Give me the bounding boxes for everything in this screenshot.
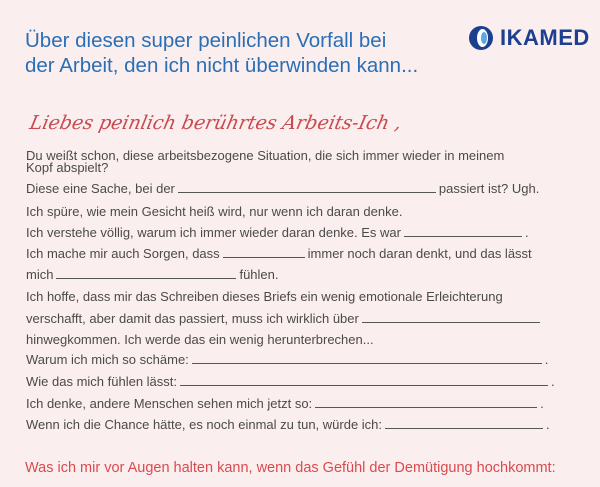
text-line: verschafft, aber damit das passiert, muss ich wirklich über [26, 311, 543, 327]
blank-field[interactable] [178, 181, 436, 193]
text-line: Wenn ich die Chance hätte, es noch einmal zu tun, würde ich: . [26, 417, 550, 432]
blank-field[interactable] [404, 225, 522, 237]
title-line-2: der Arbeit, den ich nicht überwinden kann... [25, 54, 419, 77]
ikamed-logo [467, 25, 590, 51]
text-line: Ich mache mir auch Sorgen, dass immer noch daran denkt, und das lässt [26, 246, 532, 261]
footer-prompt: Was ich mir vor Augen halten kann, wenn das Gefühl der Demütigung hochkommt: [25, 460, 556, 476]
text-line: Du weißt schon, diese arbeitsbezogene Situation, die sich immer wieder in meinem [26, 148, 505, 163]
text-line: Ich spüre, wie mein Gesicht heiß wird, nur wenn ich daran denke. [26, 204, 403, 219]
text-line: Warum ich mich so schäme: . [26, 352, 549, 367]
text-line: Wie das mich fühlen lässt: . [26, 374, 555, 389]
blank-field[interactable] [385, 417, 543, 429]
blank-field[interactable] [192, 352, 542, 364]
blank-field[interactable] [223, 246, 305, 258]
text-line: Kopf abspielt? [26, 160, 109, 175]
text-line: mich fühlen. [26, 267, 279, 282]
text-line: Ich hoffe, dass mir das Schreiben dieses Briefs ein wenig emotionale Erleichterung [26, 289, 503, 304]
text-line: Ich denke, andere Menschen sehen mich jetzt so: . [26, 396, 544, 411]
blank-field[interactable] [362, 311, 540, 323]
text-line: Ich verstehe völlig, warum ich immer wieder daran denke. Es war . [26, 225, 529, 240]
page-title [25, 28, 445, 78]
blank-field[interactable] [315, 396, 537, 408]
ikamed-logo-icon [467, 25, 495, 51]
logo-text: IKAMED [500, 25, 590, 50]
title-line-1: Über diesen super peinlichen Vorfall bei [25, 29, 387, 52]
blank-field[interactable] [180, 374, 548, 386]
blank-field[interactable] [56, 267, 236, 279]
letter-salutation: Liebes peinlich berührtes Arbeits-Ich , [27, 112, 404, 134]
text-line: hinwegkommen. Ich werde das ein wenig herunterbrechen... [26, 332, 374, 347]
text-line: Diese eine Sache, bei der passiert ist? Ugh. [26, 181, 540, 196]
